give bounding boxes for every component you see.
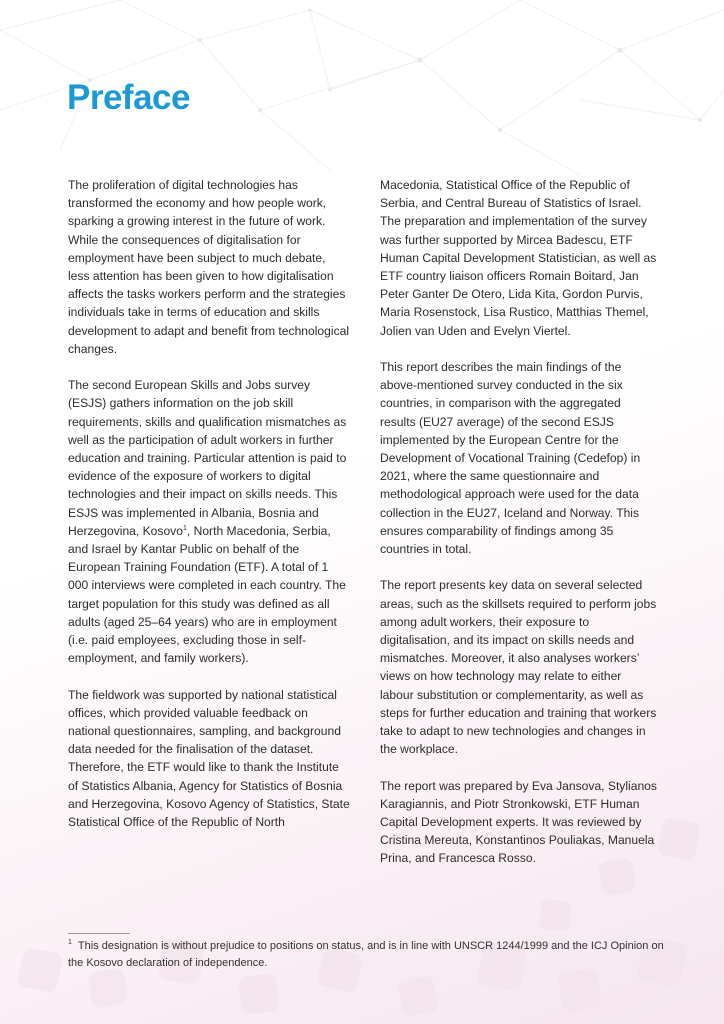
right-paragraph-4: The report was prepared by Eva Jansova, Stylianos Karagiannis, and Piotr Stronkowski, ETF Human Capital Development experts. It was reviewed by Cristina Mereuta, Konstantinos Pouliakas, Manuela Prina, and Francesca Rosso. (380, 778, 657, 866)
left-paragraph-2-part-a: The second European Skills and Jobs survey (ESJS) gathers information on the job skill requirements, skills and qualification mismatches as well as the participation of adult workers in further education and training. Particular attention is paid to evidence of the exposure of workers to digital technologies and their impact on skills needs. This ESJS was implemented in Albania, Bosnia and Herzegovina, Kosovo (68, 378, 347, 538)
left-paragraph-2-part-b: , North Macedonia, Serbia, and Israel by Kantar Public on behalf of the European Training Foundation (ETF). A total of 1 000 interviews were completed in each country. The target population for this study was defined as all adults (aged 25–64 years) who are in employment (i.e. paid employees, excluding those in self-employment, and family workers). (68, 523, 346, 666)
footnote-marker: 1 (68, 939, 72, 947)
left-paragraph-1: The proliferation of digital technologies has transformed the economy and how people work, sparking a growing interest in the future of work. While the consequences of digitalisation for employment have been subject to much debate, less attention has been given to how digitalisation affects the tasks workers perform and the strategies individuals take in terms of education and skills development to adapt and benefit from technological changes. (68, 178, 350, 356)
right-column (380, 176, 658, 886)
right-paragraph-1: Macedonia, Statistical Office of the Republic of Serbia, and Central Bureau of Statistics of Israel. The preparation and implementation of the survey was further supported by Mircea Badescu, ETF Human Capital Development Statistician, as well as ETF country liaison officers Romain Boitard, Jan Peter Ganter De Otero, Lida Kita, Gordon Purvis, Maria Rosenstock, Lisa Rustico, Matthias Themel, Jolien van Uden and Evelyn Viertel. (380, 178, 657, 338)
left-paragraph-3: The fieldwork was supported by national statistical offices, which provided valuable feedback on national questionnaires, sampling, and background data needed for the finalisation of the dataset. Therefore, the ETF would like to thank the Institute of Statistics Albania, Agency for Statistics of Bosnia and Herzegovina, Kosovo Agency of Statistics, State Statistical Office of the Republic of North (68, 687, 350, 830)
footnote-text: This designation is without prejudice to positions on status, and is in line with UNSCR 1244/1999 and the ICJ Opinion on the Kosovo declaration of independence. (68, 940, 664, 969)
right-paragraph-2: This report describes the main findings of the above-mentioned survey conducted in the six countries, in comparison with the aggregated results (EU27 average) of the second ESJS implemented by the European Centre for the Development of Vocational Training (Cedefop) in 2021, where the same questionnaire and methodological approach were used for the data collection in the EU27, Iceland and Norway. This ensures comparability of findings among 35 countries in total. (380, 360, 641, 557)
footnote-divider (68, 933, 130, 934)
right-paragraph-3: The report presents key data on several selected areas, such as the skillsets required to perform jobs among adult workers, their exposure to digitalisation, and its impact on skills needs and mismatches. Moreover, it also analyses workers’ views on how technology may relate to either labour substitution or complementarity, as well as steps for further education and training that workers take to adapt to new technologies and changes in the workplace. (380, 578, 657, 757)
footnote-reference[interactable]: 1 (182, 524, 187, 532)
left-column (68, 176, 350, 849)
page-title: Preface (67, 78, 190, 117)
footnote (68, 938, 668, 971)
left-paragraph-2 (68, 376, 350, 667)
